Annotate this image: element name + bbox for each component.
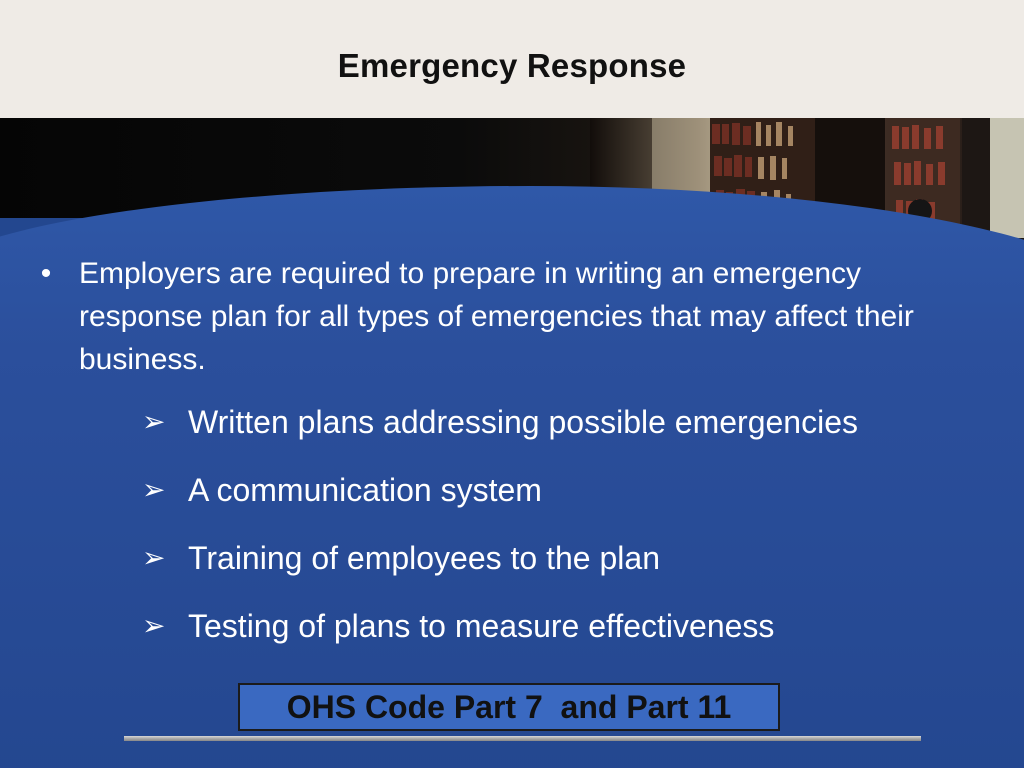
sub-bullet-text: Training of employees to the plan (188, 540, 660, 576)
arrow-bullet-icon: ➢ (142, 610, 166, 641)
main-bullet-text: Employers are required to prepare in writing an emergency response plan for all types of emergencies that may affect their business. (79, 257, 914, 376)
sub-bullet-item (142, 467, 962, 535)
arrow-bullet-icon: ➢ (142, 406, 166, 437)
sub-bullet-list (142, 399, 962, 671)
sub-bullet-text: A communication system (188, 472, 542, 508)
bottom-rule (124, 736, 921, 741)
sub-bullet-text: Written plans addressing possible emergencies (188, 404, 858, 440)
slide-title: Emergency Response (337, 47, 687, 84)
arrow-bullet-icon: ➢ (142, 542, 166, 573)
sub-bullet-item (142, 535, 962, 603)
arrow-bullet-icon: ➢ (142, 474, 166, 505)
sub-bullet-text: Testing of plans to measure effectiveness (188, 608, 775, 644)
ohs-reference-box: OHS Code Part 7 and Part 11 (238, 683, 780, 731)
main-bullet (36, 252, 976, 381)
sub-bullet-item (142, 603, 962, 671)
bullet-marker: • (40, 257, 52, 290)
sub-bullet-item (142, 399, 962, 467)
